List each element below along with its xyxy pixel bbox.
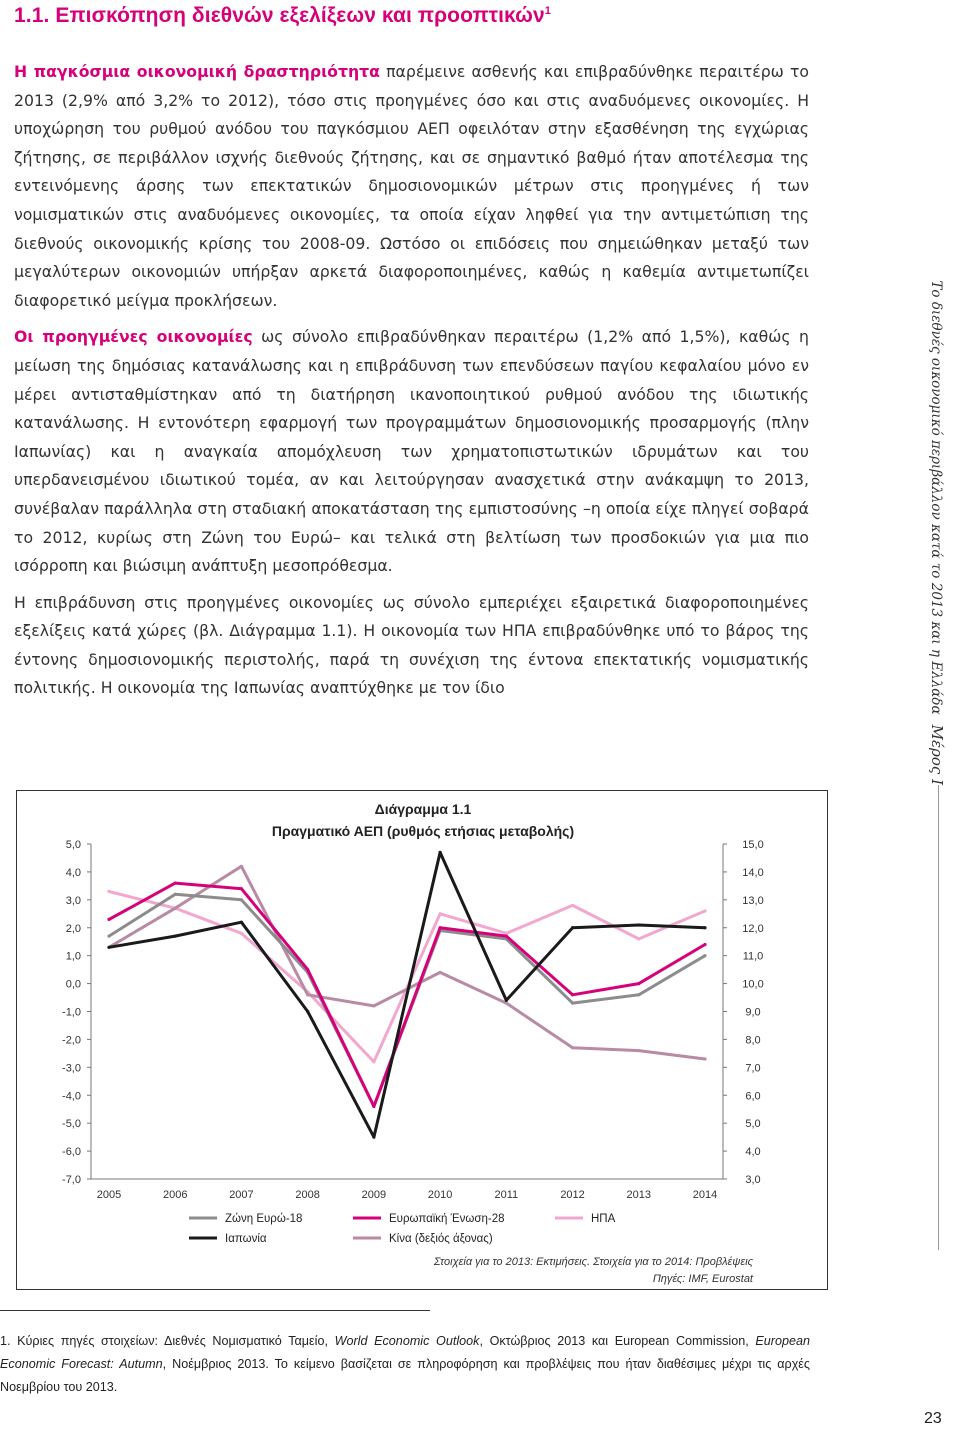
y-tick-label-left: -7,0 [62, 1174, 81, 1186]
y-tick-label-right: 6,0 [745, 1090, 761, 1103]
chart-panel [16, 790, 828, 1290]
data-point-3 [439, 851, 442, 854]
data-point-1 [372, 1105, 375, 1108]
data-point-4 [637, 1049, 640, 1052]
section-heading: 1.1. Επισκόπηση διεθνών εξελίξεων και προοπτικών$^1$ [14, 4, 551, 27]
y-tick-label-left: -2,0 [62, 1034, 81, 1047]
data-point-4 [571, 1046, 574, 1049]
y-tick-label-right: 11,0 [742, 950, 764, 963]
data-point-4 [174, 907, 177, 910]
y-tick-label-left: 5,0 [65, 839, 81, 851]
data-point-4 [306, 993, 309, 996]
data-point-4 [240, 865, 243, 868]
data-point-3 [306, 1010, 309, 1013]
data-point-1 [306, 968, 309, 971]
data-point-0 [174, 893, 177, 896]
x-tick-label: 2013 [626, 1189, 652, 1201]
y-tick-label-right: 15,0 [742, 839, 764, 851]
y-tick-label-left: -1,0 [62, 1006, 81, 1019]
paragraph-2: Οι προηγμένες οικονομίες ως σύνολο επιβραδύνθηκαν περαιτέρω (1,2% από 1,5%), καθώς η μείωση της δημόσιας κατανάλωσης και η επιβράδυνση των επενδύσεων παγίου κεφαλαίου μόνο εν μέρει αντισταθμίστηκαν από τη διατήρηση ικανοποιητικού ρυθμού ανόδου της ιδιωτικής κατανάλωσης. Η εντονότερη εφαρμογή των προγραμμάτων δημοσιονομικής προσαρμογής (πλην Ιαπωνίας) και η αναγκαία απομόχλευση των χρηματοπιστωτικών ιδρυμάτων και του υπερδανεισμένου ιδιωτικού τομέα, αν και λειτούργησαν ανασχετικά στην ανάκαμψη το 2013, συνέβαλαν παράλληλα στη σταδιακή αποκατάσταση της εμπιστοσύνης –η οποία είχε πληγεί σοβαρά το 2012, κυρίως στη Ζώνη του Ευρώ– και τελικά στη βελτίωση των προσδοκιών για μια πιο ισόρροπη και βιώσιμη ανάπτυξη μεσοπρόθεσμα. [14, 327, 809, 576]
y-tick-label-right: 10,0 [742, 978, 764, 991]
data-point-4 [505, 1002, 508, 1005]
data-point-1 [107, 918, 110, 921]
line-chart [17, 791, 827, 1289]
legend-label: ΗΠΑ [591, 1213, 616, 1225]
data-point-2 [439, 912, 442, 915]
data-point-3 [174, 935, 177, 938]
data-point-0 [240, 898, 243, 901]
data-point-0 [703, 954, 706, 957]
data-point-2 [107, 890, 110, 893]
data-point-0 [107, 935, 110, 938]
y-tick-label-right: 12,0 [742, 922, 764, 935]
x-tick-label: 2011 [494, 1189, 519, 1201]
data-point-0 [571, 1002, 574, 1005]
y-tick-label-left: -6,0 [62, 1146, 81, 1159]
y-tick-label-right: 4,0 [745, 1146, 761, 1159]
side-divider [938, 785, 939, 1250]
data-point-1 [240, 887, 243, 890]
data-point-4 [703, 1057, 706, 1060]
series-line-2 [109, 892, 705, 1062]
data-point-1 [505, 935, 508, 938]
chart-note-sources: Πηγές: IMF, Eurostat [652, 1273, 753, 1285]
data-point-3 [240, 921, 243, 924]
body-text [14, 58, 809, 711]
data-point-0 [637, 993, 640, 996]
data-point-3 [637, 923, 640, 926]
y-tick-label-left: -3,0 [62, 1062, 81, 1075]
data-point-1 [637, 982, 640, 985]
x-tick-label: 2014 [692, 1189, 718, 1201]
paragraph-1: Η παγκόσμια οικονομική δραστηριότητα παρέμεινε ασθενής και επιβραδύνθηκε περαιτέρω το 2013 (2,9% από 3,2% το 2012), τόσο στις προηγμένες όσο και στις αναδυόμενες οικονομίες. Η υποχώρηση του ρυθμού ανόδου του παγκόσμιου ΑΕΠ οφειλόταν στην εξασθένηση της εγχώριας ζήτησης, σε περιβάλλον ισχνής διεθνούς ζήτησης, και σε σημαντικό βαθμό ήταν αποτέλεσμα της εντεινόμενης άρσης των επεκτατικών δημοσιονομικών μέτρων στις προηγμένες ή των νομισματικών στις αναδυόμενες οικονομίες, τα οποία είχαν ληφθεί για την αντιμετώπιση της διεθνούς οικονομικής κρίσης του 2008-09. Ωστόσο οι επιδόσεις που σημειώθηκαν μεταξύ των μεγαλύτερων οικονομιών υπήρξαν αρκετά διαφοροποιημένες, καθώς η καθεμία αντιμετωπίζει διαφορετικό μείγμα προκλήσεων. [14, 62, 809, 310]
x-tick-label: 2007 [229, 1189, 254, 1201]
data-point-3 [372, 1136, 375, 1139]
y-tick-label-right: 3,0 [745, 1174, 761, 1186]
data-point-4 [372, 1004, 375, 1007]
y-tick-label-right: 7,0 [745, 1062, 761, 1075]
x-tick-label: 2012 [560, 1189, 585, 1201]
y-tick-label-right: 8,0 [745, 1034, 761, 1047]
y-tick-label-right: 9,0 [745, 1006, 761, 1019]
side-part: Μέρος Ι [928, 724, 946, 785]
footnote: 1. Κύριες πηγές στοιχείων: Διεθνές Νομισματικό Ταμείο, World Economic Outlook, Οκτώβριος 2013 και European Commission, European Economic Forecast: Autumn, Νοέμβριος 2013. Το κείμενο βασίζεται σε πληροφόρηση και προβλέψεις που ήταν διαθέσιμες μέχρι τις αρχές Νοεμβρίου του 2013. [0, 1334, 810, 1394]
data-point-1 [174, 881, 177, 884]
y-tick-label-left: -5,0 [62, 1118, 81, 1131]
x-tick-label: 2006 [162, 1189, 188, 1201]
legend-label: Κίνα (δεξιός άξονας) [389, 1233, 493, 1245]
side-label: Το διεθνές οικονομικό περιβάλλον κατά το 2013 και η Ελλάδα [928, 280, 944, 715]
data-point-2 [571, 904, 574, 907]
data-point-1 [439, 926, 442, 929]
y-tick-label-left: 2,0 [65, 922, 81, 935]
paragraph-3: Η επιβράδυνση στις προηγμένες οικονομίες ως σύνολο εμπεριέχει εξαιρετικά διαφοροποιημένες εξελίξεις κατά χώρες (βλ. Διάγραμμα 1.1). Η οικονομία των ΗΠΑ επιβραδύνθηκε υπό το βάρος της έντονης δημοσιονομικής περιστολής, παρά τη συνέχιση της έντονα επεκτατικής νομισματικής πολιτικής. Η οικονομία της Ιαπωνίας αναπτύχθηκε με τον ίδιο [14, 592, 809, 698]
chart-title: Διάγραμμα 1.1 [374, 801, 472, 817]
y-tick-label-left: 3,0 [65, 894, 81, 907]
x-tick-label: 2008 [295, 1189, 320, 1201]
data-point-3 [505, 999, 508, 1002]
data-point-2 [703, 909, 706, 912]
data-point-1 [703, 943, 706, 946]
data-point-1 [571, 993, 574, 996]
y-tick-label-left: -4,0 [62, 1090, 81, 1103]
y-tick-label-left: 4,0 [65, 866, 81, 879]
data-point-2 [240, 932, 243, 935]
side-running-head [922, 265, 952, 785]
legend-label: Ευρωπαϊκή Ένωση-28 [389, 1213, 505, 1225]
data-point-4 [439, 971, 442, 974]
paragraph-2-lead: Οι προηγμένες οικονομίες [14, 327, 253, 347]
data-point-2 [637, 937, 640, 940]
y-tick-label-right: 13,0 [742, 894, 764, 907]
chart-note-estimates: Στοιχεία για το 2013: Εκτιμήσεις. Στοιχεία για το 2014: Προβλέψεις [433, 1256, 753, 1268]
x-tick-label: 2009 [361, 1189, 387, 1201]
legend-label: Ζώνη Ευρώ-18 [225, 1213, 303, 1225]
y-tick-label-right: 14,0 [742, 866, 764, 879]
paragraph-1-lead: Η παγκόσμια οικονομική δραστηριότητα [14, 62, 380, 81]
data-point-2 [372, 1060, 375, 1063]
footnote-mark: 1 [544, 5, 551, 17]
x-tick-label: 2005 [96, 1189, 122, 1201]
y-tick-label-left: 0,0 [65, 978, 81, 991]
legend-label: Ιαπωνία [225, 1233, 267, 1245]
y-tick-label-left: 1,0 [65, 950, 81, 963]
y-tick-label-right: 5,0 [745, 1118, 761, 1131]
page-number: 23 [924, 1410, 942, 1427]
data-point-3 [571, 926, 574, 929]
x-tick-label: 2010 [427, 1189, 453, 1201]
data-point-3 [107, 946, 110, 949]
data-point-3 [703, 926, 706, 929]
chart-subtitle: Πραγματικό ΑΕΠ (ρυθμός ετήσιας μεταβολής) [271, 823, 575, 839]
footnote-rule [0, 1310, 430, 1311]
